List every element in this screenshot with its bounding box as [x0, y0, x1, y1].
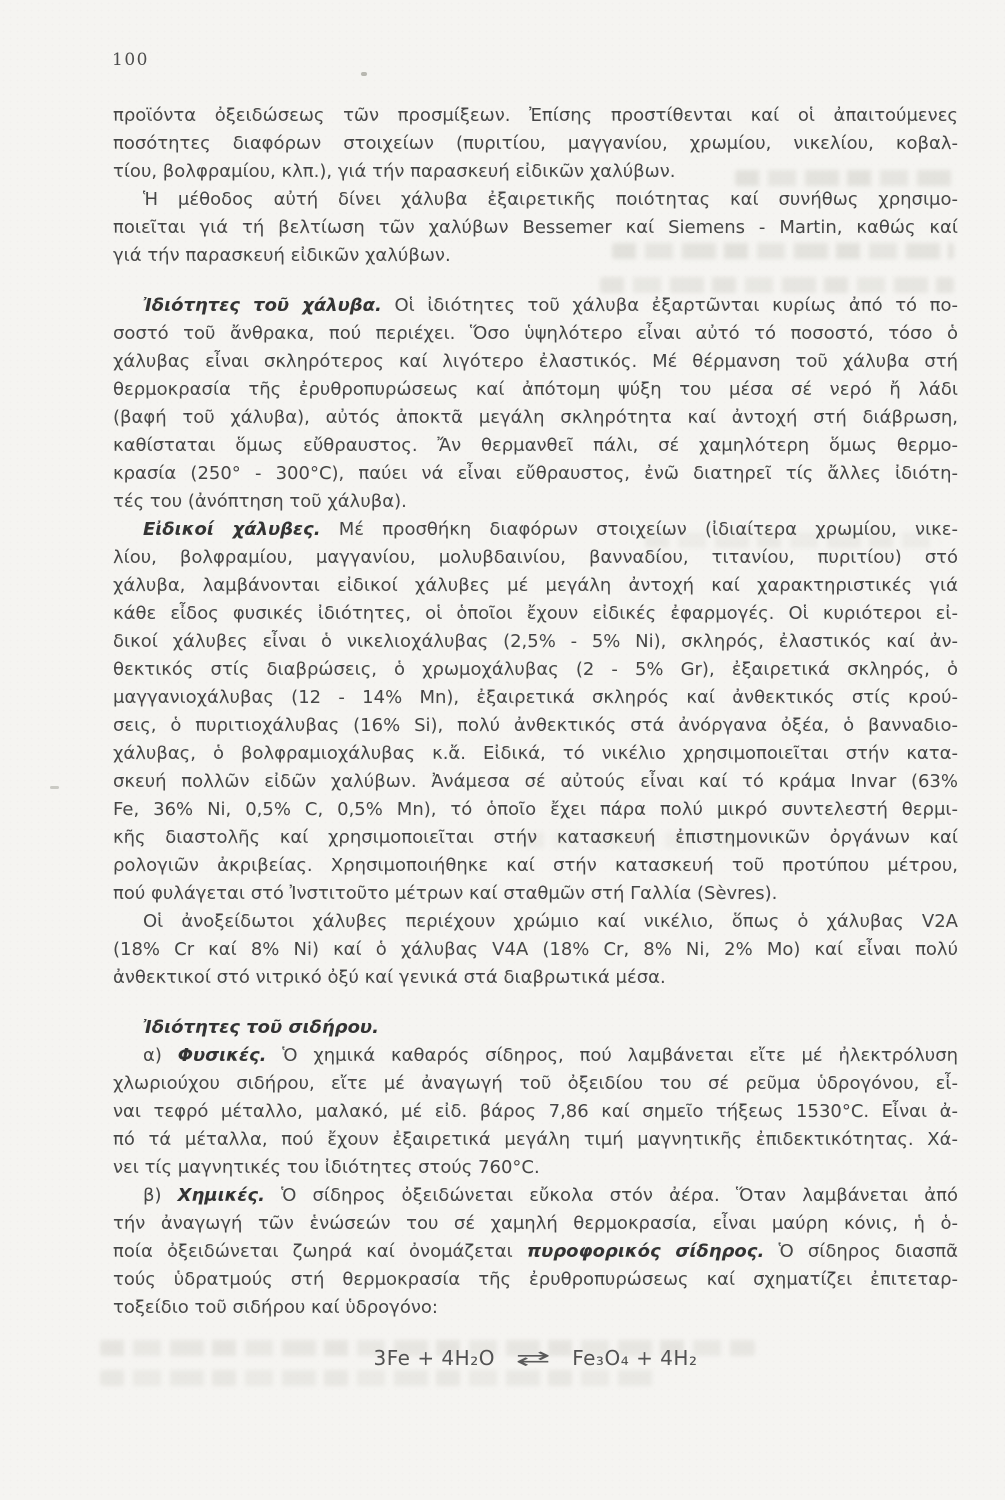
- text-line: [113, 516, 958, 544]
- text-segment: χάλυβας, ὁ βολφραμιοχάλυβας κ.ἄ. Εἰδικά, τό νικέλιο χρησιμοποιεῖται στήν κατα-: [113, 743, 958, 764]
- chemical-equation: [113, 1346, 958, 1370]
- text-line: [113, 242, 958, 270]
- text-line: [113, 796, 958, 824]
- text-line: [113, 130, 958, 158]
- text-line: [113, 852, 958, 880]
- text-line: [113, 186, 958, 214]
- text-line: [113, 656, 958, 684]
- text-segment: πού φυλάγεται στό Ἰνστιτοῦτο μέτρων καί σταθμῶν στή Γαλλία (Sèvres).: [113, 883, 778, 904]
- text-line: [113, 158, 958, 186]
- text-line: [113, 376, 958, 404]
- text-segment: κάθε εἶδος φυσικές ἰδιότητες, οἱ ὁποῖοι ἔχουν εἰδικές ἐφαρμογές. Οἱ κυριότεροι εἰ-: [113, 603, 958, 624]
- equilibrium-arrows-icon: ⇄: [515, 1346, 552, 1370]
- text-segment: τοξείδιο τοῦ σιδήρου καί ὑδρογόνο:: [113, 1297, 438, 1318]
- text-line: [113, 404, 958, 432]
- text-segment: Ὁ σίδηρος διασπᾶ: [764, 1241, 958, 1262]
- text-line: [113, 460, 958, 488]
- text-segment: τήν ἀναγωγή τῶν ἑνώσεών του σέ χαμηλή θερμοκρασία, εἶναι μαύρη κόνις, ἡ ὁ-: [113, 1213, 958, 1234]
- text-line: [113, 1098, 958, 1126]
- text-segment: λίου, βολφραμίου, μαγγανίου, μολυβδαινίου, βανναδίου, τιτανίου, πυριτίου) στό: [113, 547, 958, 568]
- text-line: [113, 1294, 958, 1322]
- scan-speck: [361, 72, 367, 76]
- text-segment: ἀνθεκτικοί στό νιτρικό ὀξύ καί γενικά στά διαβρωτικά μέσα.: [113, 967, 666, 988]
- text-line: [113, 712, 958, 740]
- text-line: [113, 102, 958, 130]
- text-segment: Οἱ ἰδιότητες τοῦ χάλυβα ἐξαρτῶνται κυρίως ἀπό τό πο-: [381, 295, 958, 316]
- paragraph: [113, 1042, 958, 1182]
- text-segment: Fe, 36% Ni, 0,5% C, 0,5% Mn), τό ὁποῖο ἔχει πάρα πολύ μικρό συντελεστή θερμι-: [113, 799, 958, 820]
- text-line: [113, 432, 958, 460]
- text-segment: δικοί χάλυβες εἶναι ὁ νικελιοχάλυβας (2,5% - 5% Ni), σκληρός, ἐλαστικός καί ἀν-: [113, 631, 958, 652]
- paragraph: [113, 516, 958, 908]
- text-segment: ποσότητες διαφόρων στοιχείων (πυριτίου, μαγγανίου, χρωμίου, νικελίου, κοβαλ-: [113, 133, 958, 154]
- text-segment: β): [143, 1185, 178, 1206]
- text-line: [113, 936, 958, 964]
- bleed-through-artifact: [100, 1370, 655, 1386]
- text-segment: κῆς διαστολῆς καί χρησιμοποιεῖται στήν κατασκευή ἐπιστημονικῶν ὀργάνων καί: [113, 827, 958, 848]
- equation-rhs: Fe₃O₄ + 4H₂: [572, 1346, 698, 1370]
- paragraph: [113, 908, 958, 992]
- run-in-heading: Χημικές.: [177, 1185, 265, 1206]
- text-line: [113, 964, 958, 992]
- page-number: 100: [112, 50, 149, 70]
- text-segment: πό τά μέταλλα, πού ἔχουν ἐξαιρετικά μεγάλη τιμή μαγνητικῆς ἐπιδεκτικότητας. Χά-: [113, 1129, 958, 1150]
- text-line: [113, 824, 958, 852]
- scan-speck: [50, 786, 59, 789]
- text-segment: χλωριούχου σιδήρου, εἴτε μέ ἀναγωγή τοῦ ὀξειδίου του σέ ρεῦμα ὑδρογόνου, εἶ-: [113, 1073, 958, 1094]
- text-segment: σεις, ὁ πυριτιοχάλυβας (16% Si), πολύ ἀνθεκτικός στά ἀνόργανα ὀξέα, ὁ βανναδιο-: [113, 715, 958, 736]
- text-line: [113, 1238, 958, 1266]
- text-line: [113, 628, 958, 656]
- text-segment: (18% Cr καί 8% Ni) καί ὁ χάλυβας V4A (18% Cr, 8% Ni, 2% Mo) καί εἶναι πολύ: [113, 939, 958, 960]
- text-line: [113, 1210, 958, 1238]
- text-line: [113, 214, 958, 242]
- text-line: [113, 1070, 958, 1098]
- text-segment: καθίσταται ὅμως εὔθραυστος. Ἄν θερμανθεῖ πάλι, σέ χαμηλότερη ὅμως θερμο-: [113, 435, 958, 456]
- text-line: [113, 1126, 958, 1154]
- text-segment: σοστό τοῦ ἄνθρακα, πού περιέχει. Ὅσο ὑψηλότερο εἶναι αὐτό τό ποσοστό, τόσο ὁ: [113, 323, 958, 344]
- text-segment: νει τίς μαγνητικές του ἰδιότητες στούς 760°C.: [113, 1157, 540, 1178]
- text-line: [113, 1154, 958, 1182]
- text-line: [113, 1266, 958, 1294]
- text-line: [113, 1182, 958, 1210]
- text-segment: ναι τεφρό μέταλλο, μαλακό, μέ εἰδ. βάρος 7,86 καί σημεῖο τήξεως 1530°C. Εἶναι ἀ-: [113, 1101, 958, 1122]
- text-line: [113, 320, 958, 348]
- text-segment: θερμοκρασία τῆς ἐρυθροπυρώσεως καί ἀπότομη ψύξη του μέσα σέ νερό ἤ λάδι: [113, 379, 958, 400]
- text-segment: Ὁ χημικά καθαρός σίδηρος, πού λαμβάνεται εἴτε μέ ἠλεκτρόλυση: [266, 1045, 958, 1066]
- text-line: [113, 1014, 958, 1042]
- text-segment: Ὁ σίδηρος ὀξειδώνεται εὔκολα στόν ἀέρα. Ὅταν λαμβάνεται ἀπό: [264, 1185, 958, 1206]
- text-segment: μαγγανιοχάλυβας (12 - 14% Mn), ἐξαιρετικά σκληρός καί ἀνθεκτικός στίς κρού-: [113, 687, 958, 708]
- text-line: [113, 880, 958, 908]
- text-line: [113, 908, 958, 936]
- paragraph: [113, 1182, 958, 1322]
- text-segment: προϊόντα ὀξειδώσεως τῶν προσμίξεων. Ἐπίσης προστίθενται καί οἱ ἀπαιτούμενες: [113, 105, 958, 126]
- equation-lhs: 3Fe + 4H₂O: [373, 1346, 495, 1370]
- body-text: [113, 102, 958, 1322]
- paragraph: [113, 292, 958, 516]
- text-segment: τούς ὑδρατμούς στή θερμοκρασία τῆς ἐρυθροπυρώσεως καί σχηματίζει ἐπιτεταρ-: [113, 1269, 958, 1290]
- text-segment: χάλυβας εἶναι σκληρότερος καί λιγότερο ἐλαστικός. Μέ θέρμανση τοῦ χάλυβα στή: [113, 351, 958, 372]
- text-segment: (βαφή τοῦ χάλυβα), αὐτός ἀποκτᾶ μεγάλη σκληρότητα καί ἀντοχή στή διάβρωση,: [113, 407, 958, 428]
- text-line: [113, 348, 958, 376]
- text-segment: θεκτικός στίς διαβρώσεις, ὁ χρωμοχάλυβας (2 - 5% Gr), ἐξαιρετικά σκληρός, ὁ: [113, 659, 958, 680]
- run-in-heading: πυροφορικός σίδηρος.: [526, 1241, 765, 1262]
- text-segment: χάλυβα, λαμβάνονται εἰδικοί χάλυβες μέ μεγάλη ἀντοχή καί χαρακτηριστικές γιά: [113, 575, 958, 596]
- text-segment: Μέ προσθήκη διαφόρων στοιχείων (ἰδιαίτερα χρωμίου, νικε-: [320, 519, 958, 540]
- paragraph: [113, 1014, 958, 1042]
- text-segment: ρολογιῶν ἀκριβείας. Χρησιμοποιήθηκε καί στήν κατασκευή τοῦ προτύπου μέτρου,: [113, 855, 958, 876]
- text-segment: τίου, βολφραμίου, κλπ.), γιά τήν παρασκευή εἰδικῶν χαλύβων.: [113, 161, 676, 182]
- run-in-heading: Ἰδιότητες τοῦ χάλυβα.: [143, 295, 382, 316]
- run-in-heading: Ἰδιότητες τοῦ σιδήρου.: [143, 1017, 379, 1038]
- text-line: [113, 740, 958, 768]
- text-segment: σκευή πολλῶν εἰδῶν χαλύβων. Ἀνάμεσα σέ αὐτούς εἶναι καί τό κράμα Invar (63%: [113, 771, 958, 792]
- run-in-heading: Φυσικές.: [177, 1045, 267, 1066]
- text-segment: τές του (ἀνόπτηση τοῦ χάλυβα).: [113, 491, 407, 512]
- text-segment: ποία ὀξειδώνεται ζωηρά καί ὀνομάζεται: [113, 1241, 527, 1262]
- text-line: [113, 684, 958, 712]
- text-segment: γιά τήν παρασκευή εἰδικῶν χαλύβων.: [113, 245, 451, 266]
- text-line: [113, 600, 958, 628]
- text-line: [113, 544, 958, 572]
- text-line: [113, 1042, 958, 1070]
- paragraph: [113, 102, 958, 186]
- text-segment: α): [143, 1045, 178, 1066]
- run-in-heading: Εἰδικοί χάλυβες.: [143, 519, 321, 540]
- text-segment: Ἡ μέθοδος αὐτή δίνει χάλυβα ἐξαιρετικῆς ποιότητας καί συνήθως χρησιμο-: [143, 189, 958, 210]
- text-line: [113, 768, 958, 796]
- text-segment: κρασία (250° - 300°C), παύει νά εἶναι εὔθραυστος, ἐνῶ διατηρεῖ τίς ἄλλες ἰδιότη-: [113, 463, 958, 484]
- text-segment: Οἱ ἀνοξείδωτοι χάλυβες περιέχουν χρώμιο καί νικέλιο, ὅπως ὁ χάλυβας V2A: [143, 911, 958, 932]
- text-segment: ποιεῖται γιά τή βελτίωση τῶν χαλύβων Bessemer καί Siemens - Martin, καθώς καί: [113, 217, 958, 238]
- text-line: [113, 292, 958, 320]
- paragraph: [113, 186, 958, 270]
- text-line: [113, 488, 958, 516]
- text-line: [113, 572, 958, 600]
